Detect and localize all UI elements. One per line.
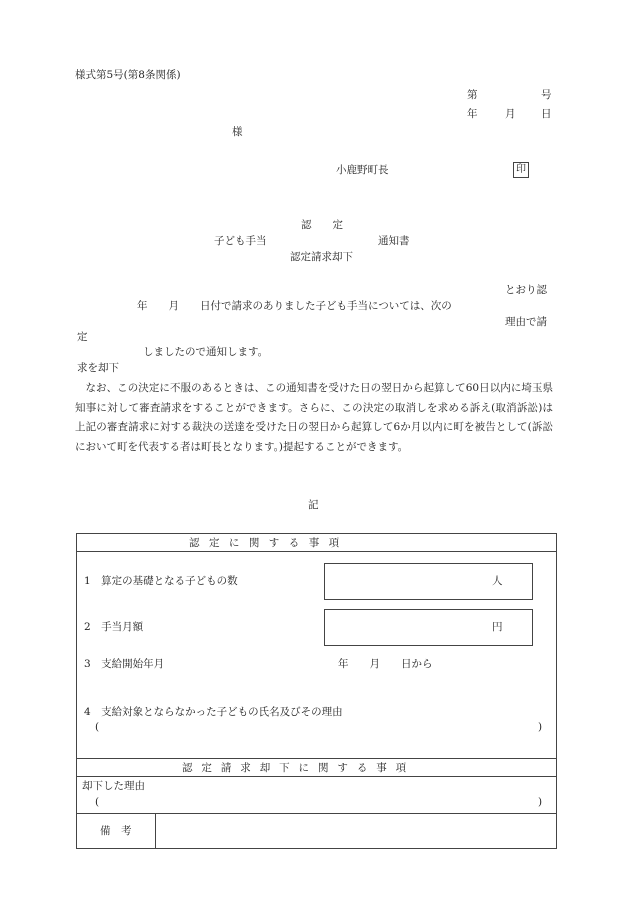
reject-close-paren: ): [538, 796, 543, 808]
body-right-top: とおり認: [505, 284, 547, 296]
item4-open-paren: (: [95, 721, 100, 733]
table-divider-3: [76, 776, 556, 777]
table-divider-2: [76, 758, 556, 759]
doc-number-suffix: 号: [541, 89, 552, 101]
table-divider-4: [76, 813, 556, 814]
form-code: 様式第5号(第8条関係): [75, 69, 181, 81]
body-right-bottom: 理由で請: [505, 316, 547, 328]
item4-close-paren: ): [538, 721, 543, 733]
item1-label: 1 算定の基礎となる子どもの数: [84, 575, 238, 587]
reject-open-paren: (: [95, 796, 100, 808]
reject-label: 却下した理由: [82, 780, 145, 792]
item1-unit: 人: [492, 575, 503, 587]
section1-header: 認定に関する事項: [189, 537, 349, 549]
item4-label: 4 支給対象とならなかった子どもの氏名及びその理由: [84, 706, 343, 718]
seal-mark: 印: [513, 162, 529, 178]
remarks-divider: [155, 813, 156, 848]
title-bottom: 認定請求却下: [290, 251, 353, 263]
remarks-label: 備 考: [100, 825, 132, 837]
recipient-suffix: 様: [232, 126, 243, 138]
title-left: 子ども手当: [214, 235, 267, 247]
section2-header: 認定請求却下に関する事項: [182, 762, 416, 774]
item2-unit: 円: [492, 621, 503, 633]
doc-number-prefix: 第: [467, 89, 478, 101]
notice-paragraph: なお、この決定に不服のあるときは、この通知書を受けた日の翌日から起算して60日以内に埼玉県知事に対して審査請求をすることができます。さらに、この決定の取消しを求める訴え(取消訴訟)は上記の審査請求に対する裁決の送達を受けた日の翌日から起算して6か月以内に町を被告として(訴訟において町を代表する者は町長となります。)提起することができます。: [75, 382, 553, 453]
item3-value: 年 月 日から: [338, 658, 433, 670]
body-left-kyaka: 求を却下: [77, 362, 119, 374]
issuer: 小鹿野町長: [336, 164, 389, 176]
body-middle: しましたので通知します。: [143, 346, 269, 358]
body-left-teii: 定: [77, 331, 88, 343]
body-main-line: 年 月 日付で請求のありました子ども手当については、次の: [137, 300, 452, 312]
date-month: 月: [505, 108, 516, 120]
title-top: 認 定: [301, 219, 343, 231]
date-day: 日: [541, 108, 552, 120]
item3-label: 3 支給開始年月: [84, 658, 165, 670]
table-divider-1: [76, 551, 556, 552]
title-right: 通知書: [378, 235, 410, 247]
date-year: 年: [467, 108, 478, 120]
item2-label: 2 手当月額: [84, 621, 144, 633]
ki-mark: 記: [308, 499, 319, 511]
